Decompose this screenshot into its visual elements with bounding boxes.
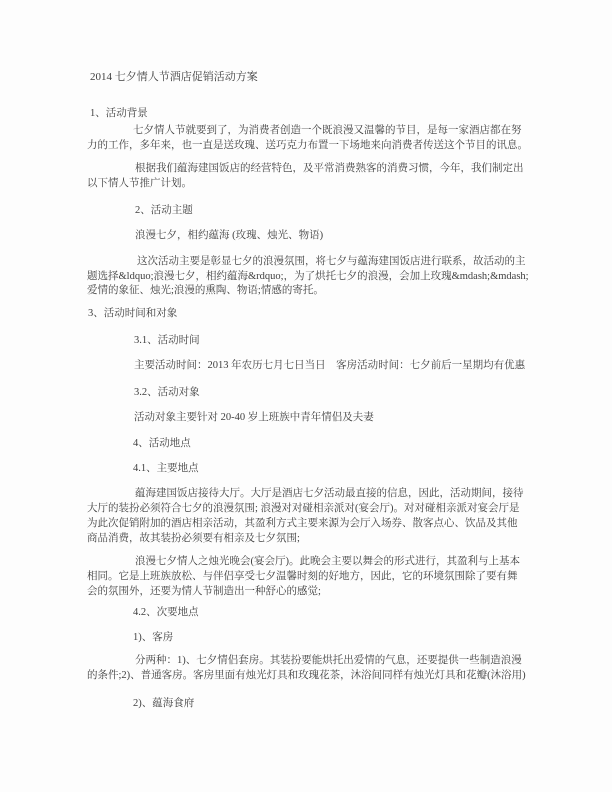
section-heading-4: 4、活动地点 xyxy=(133,438,191,449)
paragraph-line: 会的氛围外，还要为情人节制造出一种舒心的感觉; xyxy=(87,586,321,597)
paragraph-line: 浪漫七夕情人之烛光晚会(宴会厅)。此晚会主要以舞会的形式进行，其盈利与上基本 xyxy=(135,556,520,567)
paragraph-line: 商品消费，故其装扮必须要有相亲及七夕氛围; xyxy=(87,533,300,544)
subsection-heading-3-2: 3.2、活动对象 xyxy=(134,387,200,398)
audience-line: 活动对象主要针对 20-40 岁上班族中青年情侣及夫妻 xyxy=(134,412,374,423)
paragraph-line: 蕴海建国饭店接待大厅。大厅是酒店七夕活动最直接的信息，因此，活动期间，接待 xyxy=(135,488,524,499)
section-heading-3: 3、活动时间和对象 xyxy=(88,308,178,319)
paragraph-line: 这次活动主要是彰显七夕的浪漫氛围，将七夕与蕴海建国饭店进行联系，故活动的主 xyxy=(137,256,526,267)
paragraph-line: 七夕情人节就要到了，为消费者创造一个既浪漫又温馨的节目，是每一家酒店都在努 xyxy=(133,125,522,136)
paragraph-line: 力的工作，多年来，也一直是送玫瑰、送巧克力布置一下场地来向消费者传送这个节目的讯息。 xyxy=(87,140,528,151)
subsection-heading-4-2: 4.2、次要地点 xyxy=(133,607,199,618)
activity-time-line: 主要活动时间：2013 年农历七月七日当日 客房活动时间：七夕前后一星期均有优惠 xyxy=(134,360,526,371)
paragraph-line: 题选择&ldquo;浪漫七夕，相约蕴海&rdquo;，为了烘托七夕的浪漫，会加上玫瑰&mdash;&mdash; xyxy=(87,271,529,282)
theme-line: 浪漫七夕，相约蕴海 (玫瑰、烛光、物语) xyxy=(135,230,324,241)
paragraph-line: 爱情的象征、烛光;浪漫的熏陶、物语;情感的寄托。 xyxy=(87,285,324,296)
list-item-heading-restaurant: 2)、蕴海食府 xyxy=(133,698,195,709)
paragraph-line: 为此次促销附加的酒店相亲活动，其盈利方式主要来源为会厅入场券、散客点心、饮品及其他 xyxy=(87,518,518,529)
paragraph-line: 根据我们蕴海建国饭店的经营特色，及平常消费熟客的消费习惯，今年，我们制定出 xyxy=(135,163,524,174)
section-heading-1: 1、活动背景 xyxy=(90,108,148,119)
section-heading-2: 2、活动主题 xyxy=(135,205,193,216)
subsection-heading-4-1: 4.1、主要地点 xyxy=(133,463,199,474)
document-title: 2014 七夕情人节酒店促销活动方案 xyxy=(90,71,258,83)
subsection-heading-3-1: 3.1、活动时间 xyxy=(134,335,200,346)
list-item-heading-guestroom: 1)、客房 xyxy=(133,632,174,643)
paragraph-line: 大厅的装扮必须符合七夕的浪漫氛围; 浪漫对对碰相亲派对(宴会厅)。对对碰相亲派对宴会厅是 xyxy=(87,503,520,514)
paragraph-line: 的条件;2)、普通客房。客房里面有烛光灯具和玫瑰花茶，沐浴间同样有烛光灯具和花瓣(沐浴用) xyxy=(87,670,526,681)
paragraph-line: 以下情人节推广计划。 xyxy=(87,178,192,189)
paragraph-line: 分两种：1)、七夕情侣套房。其装扮要能烘托出爱情的气息，还要提供一些制造浪漫 xyxy=(135,655,522,666)
paragraph-line: 相同。它是上班族放松、与伴侣享受七夕温馨时刻的好地方，因此，它的环境氛围除了要有舞 xyxy=(87,571,518,582)
